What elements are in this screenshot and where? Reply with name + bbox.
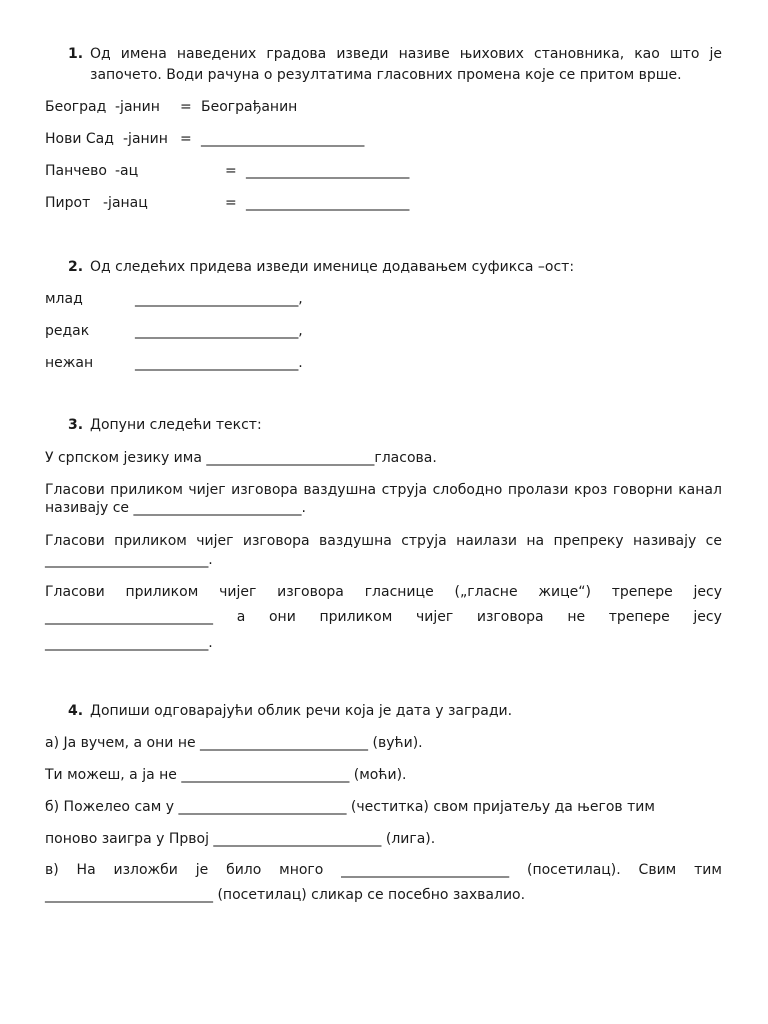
q1-row2-suffix: -јанин	[123, 131, 168, 147]
word: њихових	[459, 46, 524, 62]
q2-number: 2.	[68, 259, 84, 275]
q3-paragraph4-line1	[45, 583, 722, 601]
word: приликом	[125, 584, 199, 600]
q1-row4-suffix: -јанац	[103, 195, 148, 211]
word: изговора	[242, 533, 310, 549]
answer-blank[interactable]: ________________________	[341, 862, 510, 878]
word: струја	[401, 533, 447, 549]
word: чијег	[196, 533, 234, 549]
word: што	[669, 46, 700, 62]
q3-paragraph4-line2	[45, 608, 722, 626]
word: говорни	[612, 482, 673, 498]
word: ваздушна	[319, 533, 392, 549]
q1-row1-city: Београд	[45, 99, 107, 115]
word: изговора	[476, 609, 544, 625]
q1-instruction-line1	[90, 45, 722, 63]
q2-row2-answer-blank[interactable]: ________________________,	[135, 323, 303, 339]
q1-row1-suffix: -јанин	[115, 99, 160, 115]
word: гласнице	[364, 584, 434, 600]
q2-row3-answer-blank[interactable]: ________________________.	[135, 355, 303, 371]
word: Гласови	[45, 482, 105, 498]
word: изложби	[113, 862, 178, 878]
word: као	[634, 46, 660, 62]
q1-row2-answer-blank[interactable]: ________________________	[201, 131, 365, 147]
q1-row2-equals: =	[180, 131, 192, 147]
word: јесу	[693, 609, 722, 625]
q3-paragraph2-line2[interactable]: називају се ________________________.	[45, 500, 306, 516]
q3-paragraph4-line3-blank[interactable]: ________________________.	[45, 635, 213, 651]
word: јесу	[693, 584, 722, 600]
word: они	[268, 609, 296, 625]
q1-row4-answer-blank[interactable]: ________________________	[246, 195, 410, 211]
word: Од	[90, 46, 111, 62]
word: било	[226, 862, 262, 878]
word: много	[279, 862, 324, 878]
word: трепере	[608, 609, 670, 625]
word: пролази	[507, 482, 569, 498]
word: (посетилац).	[527, 862, 621, 878]
word: називе	[398, 46, 450, 62]
word: препреку	[553, 533, 624, 549]
q1-row3-equals: =	[225, 163, 237, 179]
word: а	[236, 609, 246, 625]
word: („гласне	[454, 584, 518, 600]
word: чијег	[219, 584, 257, 600]
q3-number: 3.	[68, 417, 84, 433]
word: Гласови	[45, 584, 105, 600]
word: кроз	[574, 482, 608, 498]
word: Свим	[638, 862, 677, 878]
word: трепере	[611, 584, 673, 600]
q1-row4-equals: =	[225, 195, 237, 211]
q4-item-c-line2[interactable]: ________________________ (посетилац) сликар се посебно захвалио.	[45, 887, 526, 903]
word: називају	[632, 533, 697, 549]
q2-row3-word: нежан	[45, 355, 94, 371]
word: имена	[120, 46, 167, 62]
word: ваздушна	[303, 482, 377, 498]
word: струја	[381, 482, 428, 498]
q3-paragraph2-line1	[45, 481, 722, 499]
q3-paragraph1[interactable]: У српском језику има ________________________гласова.	[45, 450, 437, 466]
word: На	[76, 862, 96, 878]
q4-item-b-line2[interactable]: поново заигра у Првој ________________________ (лига).	[45, 831, 436, 847]
q4-item-a-line1[interactable]: а) Ја вучем, а они не ________________________ (вући).	[45, 735, 423, 751]
q1-number: 1.	[68, 46, 84, 62]
word: наилази	[456, 533, 517, 549]
q3-paragraph3-line2-blank[interactable]: ________________________.	[45, 552, 213, 568]
word: чијег	[415, 609, 454, 625]
word: се	[705, 533, 722, 549]
q4-item-a-line2[interactable]: Ти можеш, а ја не ________________________ (моћи).	[45, 767, 407, 783]
q2-row1-word: млад	[45, 291, 83, 307]
word: изговора	[231, 482, 298, 498]
word: Гласови	[45, 533, 105, 549]
word: приликом	[110, 482, 183, 498]
word: тим	[694, 862, 722, 878]
word: приликом	[114, 533, 187, 549]
q4-instruction: Допиши одговарајући облик речи која је дата у загради.	[90, 703, 513, 719]
q4-item-b-line1[interactable]: б) Пожелео сам у ________________________ (честитка) свом пријатељу да његов тим	[45, 799, 655, 815]
word: градова	[266, 46, 327, 62]
q4-item-c-line1	[45, 861, 722, 879]
q1-row3-city: Панчево	[45, 163, 107, 179]
word: канал	[678, 482, 722, 498]
q3-instruction: Допуни следећи текст:	[90, 417, 262, 433]
word: не	[567, 609, 586, 625]
word: в)	[45, 862, 59, 878]
q1-row1-answer: Београђанин	[201, 99, 298, 115]
word: становника,	[534, 46, 625, 62]
word: приликом	[319, 609, 393, 625]
word: изговора	[277, 584, 344, 600]
q1-row3-suffix: -ац	[115, 163, 139, 179]
q4-number: 4.	[68, 703, 84, 719]
q1-row3-answer-blank[interactable]: ________________________	[246, 163, 410, 179]
q2-row1-answer-blank[interactable]: ________________________,	[135, 291, 303, 307]
word: слободно	[432, 482, 503, 498]
q3-paragraph3-line1	[45, 532, 722, 550]
word: жице“)	[538, 584, 591, 600]
q1-row1-equals: =	[180, 99, 192, 115]
word: је	[195, 862, 209, 878]
q2-instruction: Од следећих придева изведи именице додавањем суфикса –ост:	[90, 259, 575, 275]
word: наведених	[176, 46, 257, 62]
word: је	[709, 46, 722, 62]
q1-instruction-line2: започето. Води рачуна о резултатима гласовних промена које се притом врше.	[90, 67, 682, 83]
q2-row2-word: редак	[45, 323, 90, 339]
q1-row2-city: Нови Сад	[45, 131, 114, 147]
word: изведи	[336, 46, 389, 62]
word: на	[526, 533, 545, 549]
q1-row4-city: Пирот	[45, 195, 91, 211]
word: чијег	[188, 482, 226, 498]
answer-blank[interactable]: ________________________	[45, 609, 213, 625]
